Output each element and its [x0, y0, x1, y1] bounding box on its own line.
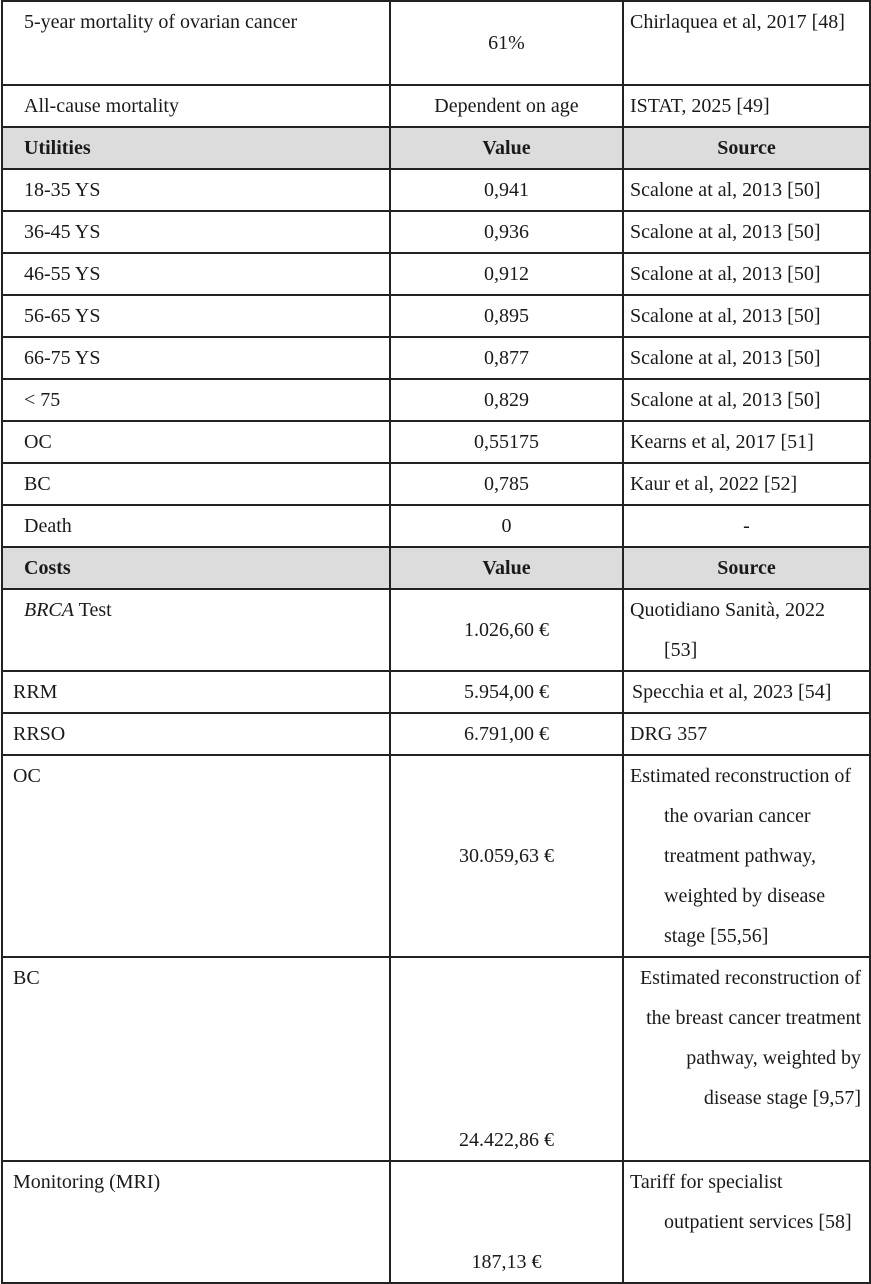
column-heading-value: Value — [390, 547, 623, 589]
row-source: Estimated reconstruction of the breast cancer treatment pathway, weighted by disease stage [9,57] — [623, 957, 870, 1161]
row-label: BC — [2, 463, 390, 505]
row-label: 18-35 YS — [2, 169, 390, 211]
row-label: 5-year mortality of ovarian cancer — [2, 1, 390, 85]
row-value: 1.026,60 € — [390, 589, 623, 671]
row-value: 0,936 — [390, 211, 623, 253]
row-source: Scalone at al, 2013 [50] — [623, 169, 870, 211]
table-row — [2, 957, 870, 1161]
row-label: 36-45 YS — [2, 211, 390, 253]
utilities-header-row — [2, 127, 870, 169]
row-label: Monitoring (MRI) — [2, 1161, 390, 1283]
row-label — [2, 589, 390, 671]
column-heading-value: Value — [390, 127, 623, 169]
row-value: 0,55175 — [390, 421, 623, 463]
table-row — [2, 671, 870, 713]
table-row — [2, 463, 870, 505]
row-value: 30.059,63 € — [390, 755, 623, 957]
table-row — [2, 337, 870, 379]
row-label: OC — [2, 755, 390, 957]
row-value: 24.422,86 € — [390, 957, 623, 1161]
row-source: Quotidiano Sanità, 2022 [53] — [623, 589, 870, 671]
row-value: 0,877 — [390, 337, 623, 379]
row-source: Specchia et al, 2023 [54] — [623, 671, 870, 713]
table-row — [2, 713, 870, 755]
table-row — [2, 211, 870, 253]
row-label: BC — [2, 957, 390, 1161]
row-value: 0,912 — [390, 253, 623, 295]
row-label: 66-75 YS — [2, 337, 390, 379]
row-source: - — [623, 505, 870, 547]
row-source: Scalone at al, 2013 [50] — [623, 211, 870, 253]
table-row — [2, 755, 870, 957]
section-heading: Costs — [2, 547, 390, 589]
row-source: Scalone at al, 2013 [50] — [623, 295, 870, 337]
column-heading-source: Source — [623, 547, 870, 589]
row-label: 56-65 YS — [2, 295, 390, 337]
row-label: RRM — [2, 671, 390, 713]
row-source: Scalone at al, 2013 [50] — [623, 253, 870, 295]
row-value: 0,941 — [390, 169, 623, 211]
table-row — [2, 379, 870, 421]
row-source: Chirlaquea et al, 2017 [48] — [623, 1, 870, 85]
row-label-italic: BRCA — [24, 599, 74, 621]
table-row — [2, 505, 870, 547]
row-label: OC — [2, 421, 390, 463]
column-heading-source: Source — [623, 127, 870, 169]
row-value: 61% — [390, 1, 623, 85]
row-source: Scalone at al, 2013 [50] — [623, 379, 870, 421]
table-row — [2, 589, 870, 671]
row-label: Death — [2, 505, 390, 547]
row-value: 0,785 — [390, 463, 623, 505]
table-row — [2, 295, 870, 337]
row-source: Kearns et al, 2017 [51] — [623, 421, 870, 463]
row-label: RRSO — [2, 713, 390, 755]
row-source: Kaur et al, 2022 [52] — [623, 463, 870, 505]
row-source: Estimated reconstruction of the ovarian cancer treatment pathway, weighted by disease stage [55,56] — [623, 755, 870, 957]
row-value: 6.791,00 € — [390, 713, 623, 755]
costs-header-row — [2, 547, 870, 589]
table-row — [2, 85, 870, 127]
row-label: 46-55 YS — [2, 253, 390, 295]
parameters-table — [1, 0, 871, 1284]
row-label: < 75 — [2, 379, 390, 421]
row-source: DRG 357 — [623, 713, 870, 755]
table-row — [2, 169, 870, 211]
table-row — [2, 1, 870, 85]
row-source: ISTAT, 2025 [49] — [623, 85, 870, 127]
row-label-rest: Test — [74, 599, 112, 621]
row-value: Dependent on age — [390, 85, 623, 127]
section-heading: Utilities — [2, 127, 390, 169]
row-value: 5.954,00 € — [390, 671, 623, 713]
row-source: Scalone at al, 2013 [50] — [623, 337, 870, 379]
row-source: Tariff for specialist outpatient services [58] — [623, 1161, 870, 1283]
row-value: 187,13 € — [390, 1161, 623, 1283]
row-value: 0 — [390, 505, 623, 547]
row-value: 0,829 — [390, 379, 623, 421]
row-value: 0,895 — [390, 295, 623, 337]
table-row — [2, 253, 870, 295]
table-row — [2, 421, 870, 463]
row-label: All-cause mortality — [2, 85, 390, 127]
table-row — [2, 1161, 870, 1283]
